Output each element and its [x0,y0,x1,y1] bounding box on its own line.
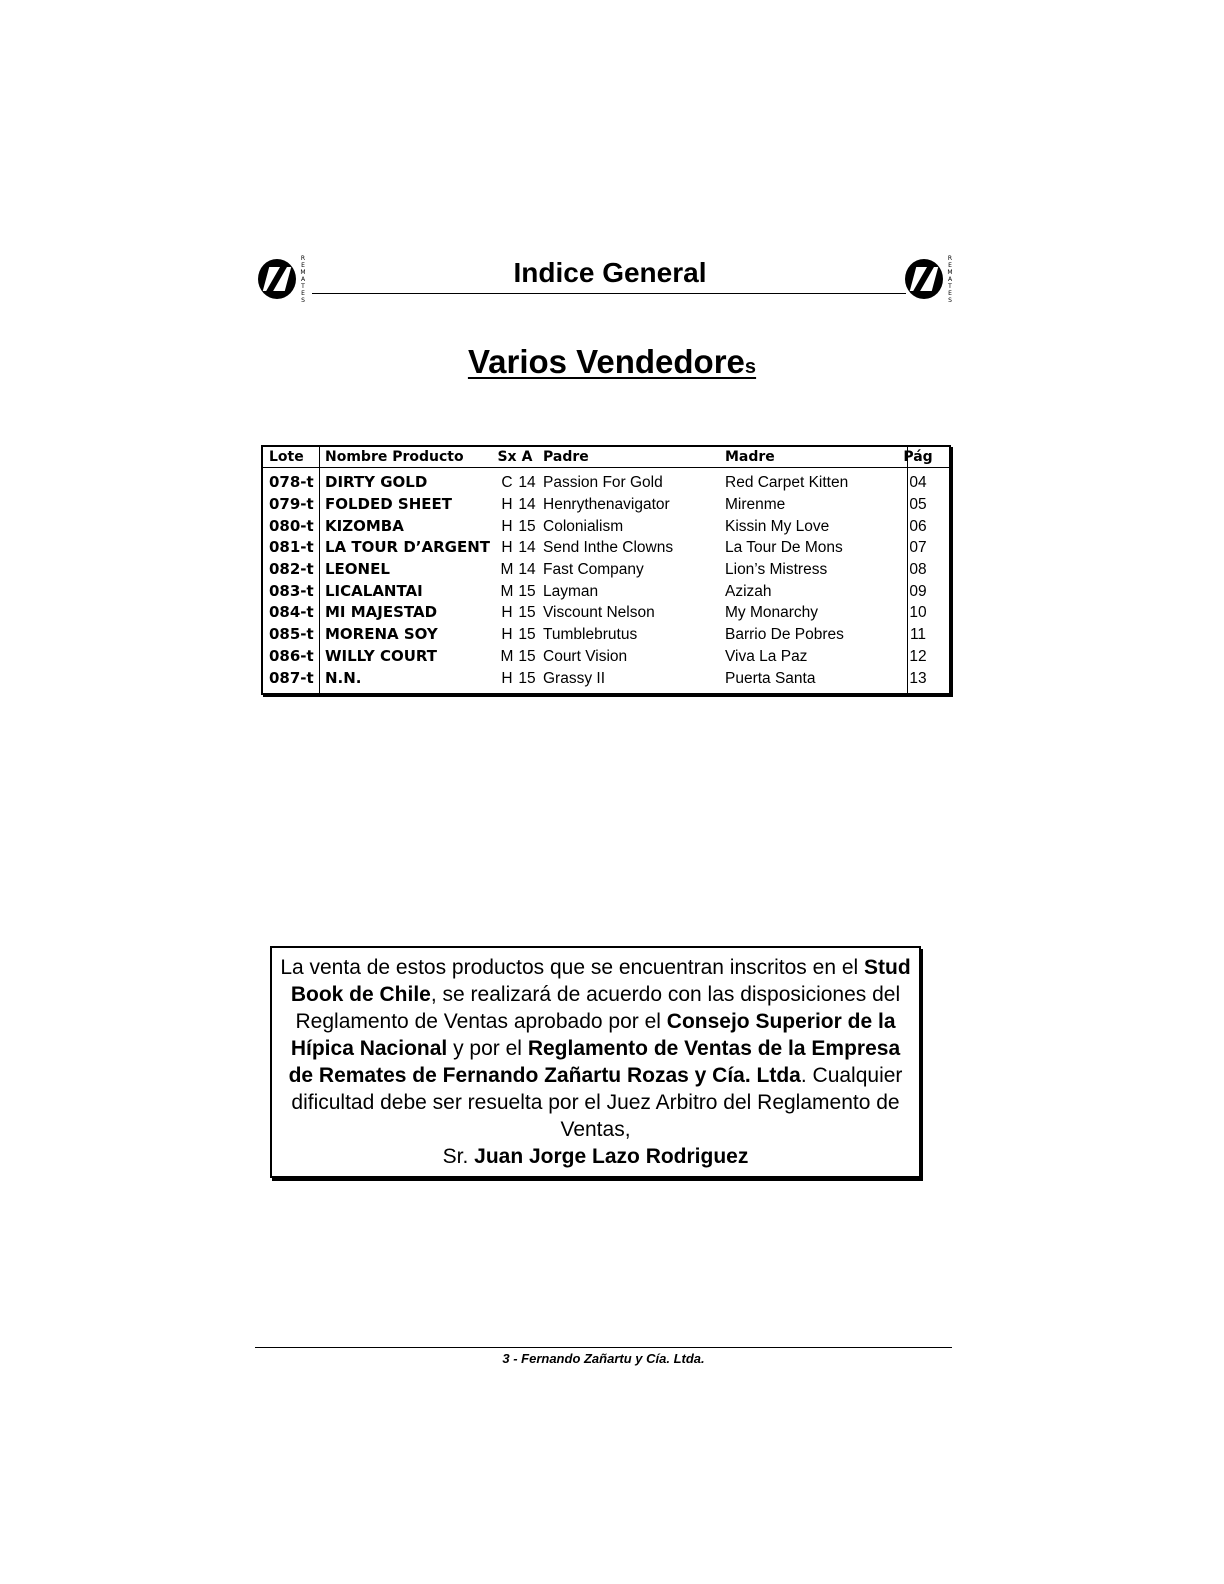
cell-lote: 082-t [269,560,314,579]
cell-sx: M [500,582,514,600]
index-table [263,447,949,689]
cell-madre: Azizah [725,582,772,600]
notice-text: y por el [453,1037,522,1060]
cell-a: 15 [518,626,536,644]
cell-a: 15 [518,669,536,687]
table-row [263,646,949,668]
cell-sx: H [501,669,513,687]
cell-a: 15 [518,517,536,535]
cell-padre: Passion For Gold [543,474,663,492]
cell-madre: La Tour De Mons [725,539,843,557]
sale-notice [270,946,921,1178]
table-row [263,602,949,624]
cell-a: 15 [518,582,536,600]
cell-a: 14 [518,561,536,579]
cell-nombre: MI MAJESTAD [325,603,438,622]
cell-madre: Kissin My Love [725,517,830,535]
cell-madre: My Monarchy [725,604,819,622]
table-row [263,667,949,689]
cell-nombre: LICALANTAI [325,581,423,600]
cell-lote: 080-t [269,516,314,535]
cell-pag: 11 [909,626,927,644]
cell-madre: Viva La Paz [725,647,808,665]
header-a: A [517,447,537,468]
cell-a: 15 [518,647,536,665]
footer-text: 3 - Fernando Zañartu y Cía. Ltda. [502,1351,705,1366]
cell-padre: Viscount Nelson [543,604,655,622]
cell-nombre: WILLY COURT [325,646,438,665]
company-logo-left [258,255,310,303]
cell-pag: 13 [909,669,927,687]
notice-text: . Cualquier dificultad debe ser resuelta por el Juez Arbitro del Reglamento de Ventas, [291,1064,903,1141]
table-row [263,537,949,559]
cell-madre: Red Carpet Kitten [725,474,849,492]
header-madre: Madre [719,447,887,468]
cell-nombre: DIRTY GOLD [325,473,428,492]
cell-padre: Fast Company [543,561,644,579]
cell-nombre: KIZOMBA [325,516,404,535]
header-title: Indice General [513,257,707,288]
zl-logo-icon [258,259,296,299]
cell-pag: 04 [909,474,927,492]
table-row [263,515,949,537]
notice-text: , se realizará de acuerdo con las disposiciones del Reglamento de Ventas aprobado por el [295,983,901,1033]
header-divider [312,293,906,294]
cell-padre: Henrythenavigator [543,496,670,514]
cell-padre: Grassy II [543,669,606,687]
logo-vertical-text: R E M A T E S [300,255,306,304]
logo-vertical-text: R E M A T E S [947,255,953,304]
cell-madre: Barrio De Pobres [725,626,844,644]
column-divider [319,447,320,693]
cell-sx: H [501,496,513,514]
cell-pag: 08 [909,561,927,579]
table-row [263,624,949,646]
cell-pag: 06 [909,517,927,535]
notice-bold: Juan Jorge Lazo Rodriguez [474,1145,749,1168]
cell-sx: H [501,604,513,622]
notice-bold: Stud Book de Chile [290,956,911,1006]
cell-lote: 085-t [269,625,314,644]
cell-a: 14 [518,474,536,492]
cell-sx: C [501,474,513,492]
cell-pag: 12 [909,647,927,665]
header-sx: Sx [497,447,517,468]
header-nombre: Nombre Producto [319,447,497,468]
cell-nombre: LA TOUR D’ARGENT [325,538,490,557]
cell-pag: 10 [909,604,927,622]
cell-madre: Mirenme [725,496,786,514]
cell-padre: Send Inthe Clowns [543,539,674,557]
cell-padre: Tumblebrutus [543,626,638,644]
cell-nombre: N.N. [325,668,362,687]
cell-sx: M [500,647,514,665]
cell-a: 15 [518,604,536,622]
table-row [263,580,949,602]
page-title [312,340,912,389]
cell-lote: 084-t [269,603,314,622]
company-logo-right [905,255,957,303]
footer-divider [255,1347,952,1348]
header-lote: Lote [263,447,319,468]
cell-madre: Puerta Santa [725,669,816,687]
cell-nombre: FOLDED SHEET [325,495,453,514]
cell-pag: 05 [909,496,927,514]
notice-bold: Reglamento de Ventas de la Empresa de Remates de Fernando Zañartu Rozas y Cía. Ltda [288,1037,901,1087]
cell-lote: 086-t [269,646,314,665]
cell-sx: H [501,539,513,557]
cell-pag: 09 [909,582,927,600]
cell-nombre: LEONEL [325,560,390,579]
cell-padre: Colonialism [543,517,624,535]
cell-madre: Lion’s Mistress [725,561,828,579]
cell-sx: H [501,517,513,535]
cell-a: 14 [518,496,536,514]
header-pag: Pág [887,447,949,468]
cell-lote: 081-t [269,538,314,557]
cell-padre: Court Vision [543,647,628,665]
cell-lote: 083-t [269,581,314,600]
cell-sx: H [501,626,513,644]
notice-bold: Consejo Superior de la Hípica Nacional [290,1010,896,1060]
index-table-box [261,445,951,695]
cell-a: 14 [518,539,536,557]
cell-pag: 07 [909,539,927,557]
column-divider [907,447,908,693]
notice-text: Sr. [442,1145,469,1168]
header-padre: Padre [537,447,719,468]
notice-text: La venta de estos productos que se encuentran inscritos en el [280,956,859,979]
table-header-row [263,447,949,468]
table-row [263,494,949,516]
cell-sx: M [500,561,514,579]
page-title-main: Varios Vendedores [467,343,757,380]
zl-logo-icon [905,259,943,299]
cell-lote: 078-t [269,473,314,492]
cell-nombre: MORENA SOY [325,625,438,644]
cell-lote: 079-t [269,495,314,514]
table-row [263,559,949,581]
cell-padre: Layman [543,582,599,600]
table-row [263,468,949,494]
cell-lote: 087-t [269,668,314,687]
